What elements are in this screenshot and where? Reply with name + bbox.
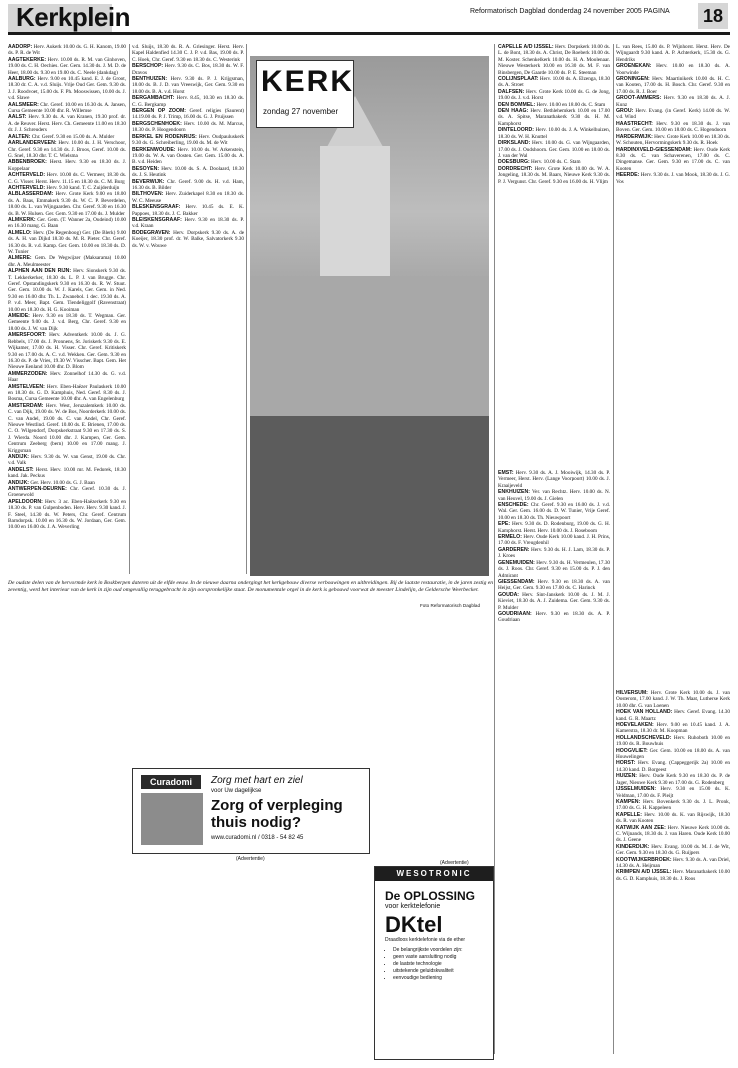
listing-entry [498,127,610,140]
listing-text: Herv. 9.00 en 10.45 kand. E. J. de Groot, 18.30 dr. C. A. v.d. Sluijs. Vrije Oud Ger. Gem. 9.30 ds. J. J. Roodvoet, 15.00 ds. F. Ph. Mooswissen, 10.00 ds. J. v.d. Slawe [8,76,126,102]
listing-text: Herv. 10.00 ds. J. H. Verschoor, Chr. Geref. 9.30 en 14.30 ds. J. Broos, Geref. 10.00 ds. G. Snel, 18.30 dhr. T. C. Wielsma [8,140,126,159]
listing-city: HILVERSUM: [616,690,648,696]
ad-headline: Zorg of verpleging thuis nodig? [211,797,343,831]
listing-text: Herv. Dorpskerk 9.30 ds. A. de Koeijer, 18.30 prof. dr. W. Balke, Salvatorkerk 9.30 ds. W. v. Wouwe [132,229,244,249]
listing-entry [616,121,730,134]
ad-label: (Advertentie) [440,860,469,866]
listing-entry [8,268,126,313]
listing-entry [498,592,610,611]
listing-text: Herv. Grote Kerk 10.00 ds. G. de Jong, 19.00 ds. J. v.d. Horst [498,88,610,102]
listing-entry [616,748,730,761]
listing-city: HEERDE: [616,172,640,179]
listing-entry [8,332,126,370]
ad-subline: voor Uw dagelijkse [211,788,262,794]
listing-column-3 [498,44,610,464]
listing-city: KAPELLE: [616,811,642,818]
listing-city: HARDERWIJK: [616,133,653,140]
dktel-logo: DKtel [385,912,443,937]
listing-text: Herv. 9.00 en 10.45 kand. J. A. Kamerstra, 18.30 dr. M. Koopman [616,722,730,735]
listing-entry [8,172,126,185]
listing-entry [8,467,126,480]
listing-text: Herv. (De Regenboog) Ger. (De Blerk) 9.00 ds. A. H. van Dijkd 18.30 ds. M. R. Pieter. Chr. Geref. 16.30 ds. R. v.d. Kamp. Ger. Gem. 10.00 en 18.30 ds. D. W. Tunier [8,229,126,255]
listing-city: KAMPEN: [616,798,641,805]
listing-text: Herv. Grote Kerk 9.00 en 18.00 ds. A. Baas, Emmakerk 9.30 ds. W. C. P. Beverdelen, 18.00 ds. L. van Wijngaarden. Chr. Geref. 9.30 en 16.30 ds. B. W. Hulsen. Ger. Gem. 9.30 en 17.00 ds. J. Mulder [8,191,126,217]
listing-text: Herv. Zonnelhof 14.30 ds. G. v.d. Haar [8,370,126,384]
ad-photo [141,793,203,845]
listing-city: DINTELOORD: [498,127,535,134]
listing-column-1 [8,44,126,574]
listing-city: GOUDRIAAN: [498,610,532,617]
page-header [8,0,730,44]
listing-city: DEN HAAG: [498,108,529,115]
listing-entry [8,255,126,268]
listing-city: AMSTELVEEN: [8,383,45,390]
listing-entry [8,191,126,217]
listing-city: BILTHOVEN: [132,191,164,198]
listing-city: GIESSENDAM: [498,578,535,585]
listing-text: Herv. Evang. (in Geref. Kerk) 14.00 ds. W. v.d. Wind [616,108,730,121]
listing-text: Herv. 10.00 ds. C. Stam [531,159,581,166]
feature-item: • eenvoudige bediening [393,975,493,982]
listing-text: Herv. Eben-Haëzer Paulaskerk 10.00 en 18.30 ds. G. D. Kamphuis, Ned. Geref. 8.30 ds. J. Bosma, Cursa Gemeente 10.00 dhr. A. van Engelenburg [8,383,126,403]
listing-text: Herv. 3 ac. Eben-Haëzerkerk 9.30 en 18.30 ds. P. van Gulpenboden. Herv. Herv. 9.30 kand. J. F. Steel, 14.30 ds. W. Peters, Chr. Geref. Centrum Barndorpsk. 10.00 en 16.30 ds. W. Jordaan, Ger. Gem. 10.00 en 16.00 ds. J. A. Weverling [8,498,126,531]
listing-entry [616,812,730,825]
listing-entry [8,140,126,159]
listing-city: GROOT-AMMERS: [616,95,662,102]
listing-entry [132,204,244,217]
listing-text: Herv. 9.30 en 18.30 ds. P. v.d. Kraan [132,216,244,230]
listing-entry [498,579,610,592]
listing-entry [498,489,610,502]
listing-city: HOOGVLIET: [616,747,648,754]
listing-city: AMSTERDAM: [8,402,44,409]
listing-city: ERMELO: [498,534,522,541]
listing-text: Herv. Sint-Janskerk 10.00 ds. J. M. J. Kieviet, 18.30 ds. A. J. Zuidema. Ger. Gem. 9.30 ds. P. Mulder [498,591,610,611]
listing-entry [498,547,610,560]
listing-entry [616,709,730,722]
listing-text: Herv. Sionskerk 9.30 ds. T. Lekkerkerker, 18.30 ds. L. P. J. van Brugge. Chr. Geref. Opstandingskerk 9.30 en 16.30 ds. R. W. Stuut. Ger. Gem. 10.00 ds. W. J. Karels, Ger. Gem. in Ned. 9.30 en 16.00 dhr. Th. L. Zwanebol. 1 dec. 19.30 ds. A. P. v.d. Meer, Bapt. Gem. Tiendeliggolf (Ravenstraat) 10.00 en 18.30 ds. H. G. Kooiman [8,268,126,313]
listing-text: Herv. Oudpauluskerk 9.30 ds. G. Schreiberling, 19.00 ds. M. de Wit [132,133,244,147]
listing-city: BERKEL EN RODENRIJS: [132,133,197,140]
listing-text: Herv. Bethlehemkerk 10.00 en 17.00 ds. A. Spitse, Maranathakerk 9.30 ds. H. M. Kamphorst [498,108,610,127]
listing-entry [8,230,126,256]
listing-text: Herv. 9.30 en 18.30 ds. T. Wegman. Ger. Gemeente 9.00 ds. J. v.d. Berg, Chr. Geref. 9.30 en 18.00 ds. J. W. van Dijk [8,313,126,332]
listing-city: KRIMPEN A/D IJSSEL: [616,869,672,876]
listing-city: KINDERDIJK: [616,843,650,850]
listing-city: GARDEREN: [498,546,530,553]
listing-entry [616,722,730,735]
listing-entry [8,313,126,332]
column-divider [129,44,130,574]
listing-entry [616,825,730,844]
listing-text: Herv. 10.00 ds. S. A. Doolaard, 18.30 ds. J. S. Heutink [132,165,244,179]
badge-title: KERK [261,65,355,98]
listing-city: GOUDA: [498,591,520,598]
listing-column-6 [616,690,730,1060]
dktel-features [385,947,493,982]
listing-entry [498,76,610,89]
listing-text: Chr. Geref. 9.00 ds. H. v.d. Ham, 16.30 ds. B. Bilder [132,178,244,191]
listing-city: BERGSCHENHOEK: [132,120,182,127]
listing-text: Herv. 9.30 kand. T. C. Zuijderduijn [46,184,120,191]
listing-text: Herv. 10.00 en 18.30 ds. A. Voorwinde [616,63,730,76]
ad-label: (Advertentie) [236,856,265,862]
listing-text: Herv. Oude Kerk 10.00 kand. J. H. Prins, 17.00 ds. F. Vreugdenhil [498,534,610,547]
listing-text: Herv. Maranathakerk 10.00 ds. G. D. Kamphuis, 18.30 ds. J. Roos [616,869,730,882]
listing-text: Herst. Herv. 10.00 mr. M. Fedorek, 18.30 kand. Jak. Peckus [8,466,126,480]
listing-text: Chr. Geref. 10.30 ds. J. Groenewold [8,486,126,499]
dktel-line4: Draadloos kerktelefonie via de ether [385,937,466,943]
listing-entry [498,140,610,159]
listing-city: ANDIJK: [8,454,30,460]
listing-entry [132,147,244,166]
listing-entry [616,773,730,786]
church-nave [250,276,489,416]
trees [250,416,489,576]
listing-entry [132,230,244,249]
listing-city: HAASTRECHT: [616,120,653,127]
feature-item: • De belangrijkste voordelen zijn: [393,947,493,954]
listing-entry [616,76,730,95]
listing-text: Herv. 9.30 en 15.00 ds. K. Veldman, 17.00 ds. F. Pleijt [616,786,730,799]
listing-text: Herv. 9.30 en 18.30 ds. A. van Heijst, Ger. Gem. 9.30 en 17.00 ds. C. Harinck [498,578,610,592]
listing-entry [616,735,730,748]
listing-city: DOESBURG: [498,159,530,166]
listing-city: DALFSEN: [498,88,525,95]
listing-city: ANTWERPEN-DEURNE: [8,486,67,493]
listing-city: APELDOORN: [8,498,43,505]
listing-city: GROU: [616,108,634,115]
listing-text: Herv. 10.00 ds. W. Arkenstein, 19.00 ds. W. A. van Oosten. Ger. Gem. 15.00 ds. A. B. v.d. Heiden [132,146,244,166]
listing-text: Herv. Adventkerk 10.00 ds. J. G. Rebbels, 17.00 ds. J. Pronnens, St. Joriskerk 9.30 ds. E. Wijkamer, 17.00 ds. H. Visser. Chr. Geref. Kritiskerk 9.30 en 17.00 ds. A. C. v.d. Wekken. Ger. Gem. 9.30 en 16.30 ds. P. de Vries, 19.30 W. Visscher. Bapt. Gem. Het Nieuwe Eenland 10.00 dhr. D. Blom [8,332,126,371]
listing-city: HOEVELAKEN: [616,722,654,729]
listing-text: Herv. 9.30 ds. A. van Driel, 14.30 ds. A. Heijman [616,856,730,869]
listing-city: AARLANDERVEEN: [8,140,57,147]
listing-city: EMST: [498,470,514,476]
listing-text: Herv. 9.30 ds. A. J. Mooiwijk, 14.30 ds. P. Vermeer, Herst. Herv. (Lange Voorpoort) 10.00 ds. J. Kraaijeveld [498,470,610,489]
listing-text: Herv. 9.30 ds. H. Vermeulen, 17.30 ds. J. Roos. Chr. Geref. 9.30 en 15.00 ds. P. J. den Admirant [498,559,610,579]
dktel-ad[interactable] [374,866,494,1060]
listing-entry [132,191,244,204]
listing-city: AALSMEER: [8,101,39,108]
listing-entry [616,799,730,812]
listing-text: Herv. Nieuwe Kerk 10.00 ds. C. Wijnands, 18.30 ds. J. van Haren. Oude Kerk 10.00 ds. J. Geene [616,824,730,844]
listing-text: Gem. De Wegwijzer (Maksarama) 10.00 dhr. A. Meulmeester [8,255,126,268]
listing-city: GRONINGEN: [616,76,650,83]
column-divider [246,44,247,574]
listing-city: BESOYEN: [132,165,160,172]
listing-city: COLIJNSPLAAT: [498,76,539,83]
listing-entry [498,560,610,579]
listing-text: Ger. Herv. 10.00 ds. G. J. Baan [30,479,95,486]
listing-city: ACHTERVELD: [8,184,46,191]
listing-text: Herv. 10.00 en 18.00 ds. C. Stam [536,101,606,108]
listing-column-2 [132,44,244,574]
feature-item: • uitstekende geluidskwaliteit [393,968,493,975]
listing-text: Herv. West, Jeruzalemkerk 10.00 ds. C. van Dijk, 19.00 ds. W. de Bos, Noorderkerk 10.00 ds. C. van Andel, 19.00 ds. C. van Andel, Chr. Geref. Nieuwe Westlind. Geref. 10.00 ds. E. Brienen, 17.00 ds. C. O. Wilgendorf, Dorpskerkstraat 9.30 en 17.30 ds. S. J. Wierda. Noord 10.00 dhr. J. Karnpen, Ger. Gem. Centrum Zeeberg (bern) 10.00 en 17.00 mang. J. Kriggsman [8,402,126,454]
listing-text: Herv. Evang. 10.00 ds. M. J. de Wit, Ger. Gem. 9.30 en 18.30 ds. G. Ruijpers [616,843,730,857]
listing-city: AMERSFOORT: [8,332,47,339]
listing-text: Herv. Aukerk 10.00 ds. G. H. Kanom, 19.00 ds. P. R. de Wit [8,44,126,57]
ad-contact: www.curadomi.nl / 0318 - 54 82 45 [211,835,304,841]
listing-city: HORST: [616,760,636,767]
listing-city: ALMERE: [8,255,32,262]
listing-text: Herv. 10.00 ds. G. van Wijngaarden, 17.00 ds. J. Oudshoorn. Ger. Gem. 10.00 en 18.00 ds. J. van der Wal [498,140,610,159]
listing-city: KATWIJK AAN ZEE: [616,824,666,831]
listing-entry [132,76,244,95]
listing-city: DORDRECHT: [498,165,533,172]
listing-entry [498,502,610,521]
listing-city: AALST: [8,114,27,121]
paper-name: Reformatorisch Dagblad [470,8,546,15]
listing-city: IJSSELMUIDEN: [616,786,657,793]
listing-city: DIRKSLAND: [498,140,531,147]
listing-city: DEN BOMMEL: [498,101,536,108]
listing-entry [498,108,610,127]
listing-text: Herv. 10.00 ds. A. Elzenga, 18.30 ds. A. Stroet [498,76,610,89]
listing-text: Herv. Grote Kerk 10.00 en 18.30 ds. W. Schouten, Hervormingskerk 9.30 ds. R. Hoek [616,133,730,147]
listing-entry [132,179,244,192]
listing-text: Herv. 8.45, 10.30 en 18.30 ds. C. G. Bergkamp [132,95,244,108]
listing-entry [132,63,244,76]
dktel-line1: De OPLOSSING [385,889,476,903]
listing-city: AMEIDE: [8,313,30,320]
listing-entry [132,217,244,230]
listing-entry [498,89,610,102]
listing-city: AAGTEKERKE: [8,56,47,63]
page-label: PAGINA [643,8,670,15]
listing-city: AALTEN: [8,133,31,140]
listing-text: Herv. 9.30 ds. C. Bos, 18.30 ds. W. F. Dravos [132,63,244,76]
listing-entry [616,786,730,799]
listing-entry [498,166,610,185]
listing-entry [498,611,610,624]
listing-text: Geref. religies (Saurent) 14.19.00 ds. P. J. Trimp, 16.00 ds. G. J. Pruijssen [132,108,244,121]
listing-entry [616,63,730,76]
listing-text: Herv. Ruhoboth 10.00 en 19.00 ds. R. Bouwhuis [616,734,730,748]
church-photo [250,56,489,576]
listing-entry [498,470,610,489]
ad-tagline: Zorg met hart en ziel [211,775,303,786]
listing-entry [616,690,730,709]
listing-text: Herv. 10.00 ds. C. Vermeer, 18.30 ds. C. G. Visser. Herst. Herv. 11.15 en 18.30 ds. C. M. Burg [8,172,126,185]
listing-city: ALBLASSERDAM: [8,191,54,198]
listing-city: BERSCHOP: [132,63,164,70]
listing-city: AMMERZODEN: [8,370,48,377]
feature-item: • geen vaste aansluiting nodig [393,954,493,961]
listing-entry [616,44,730,63]
listing-city: AADORP: [8,44,33,50]
listing-text: Herv. 10.00 ds. R. M. van Ginhoven, 19.00 ds. C. H. Oechies. Ger. Gem. 14.30 ds. J. M. D. de Heer, 18.00 ds. 9.30 en 19.00 ds. C. Neele (dankdag) [8,56,126,76]
section-title: Kerkplein [16,2,130,32]
listing-text: Herv. 9.30 en 18.30 ds. A. P. Goudriaan [498,610,610,624]
listing-text: Chr. Geref. 10.00 en 16.30 ds. A. Jansen, Cursa Gemeente 10.00 dhr. R. Willemse [8,101,126,115]
listing-city: ABBENBROEK: [8,159,47,166]
listing-entry [8,371,126,384]
listing-city: BODEGRAVEN: [132,229,171,236]
listing-text: Herv. 9.30 en 18.30 ds. J. van Boven. Ger. Gem. 10.00 en 18.00 ds. C. Hogendoorn [616,120,730,134]
listing-text: Herv. 9.30 ds. P. J. Krijgsman, 18.00 ds. B. J. D. van Vreeswijk, Ger. Gem. 9.30 en 18.00 ds. B. A. v.d. Horst [132,76,244,95]
listing-text: Herv. 9.30 ds. D. Rodenburg, 19.00 ds. G. H. Kamphorst. Herst. Herv. 10.00 ds. J. Roseboom [498,521,610,534]
listing-text: Herv. Dorpskerk 10.00 ds. L. de Bont, 18.30 ds. A. Christ, De Roeberk 10.00 ds. M. Koster. Schenkelkerk 10.00 ds. H. A. Moolenaar. Nieuwe Westerkerk 10.00 en 16.30 ds. M. F. van Binsbergen, De Gaarde 10.00 ds. P. E. Steeman [498,44,610,76]
listing-city: ANDELST: [8,466,34,473]
listing-text: Chr. Geref. 9.30 en 16.00 ds. J. v.d. Wal. Ger. Gem. 16.00 ds. D. W. Tunier, Vrije Geref. 10.00 en 18.30 ds. Th. Nieuwpoort [498,502,610,521]
listing-city: BERGEN OP ZOOM: [132,108,187,115]
listing-city: BLEISKENSGRAAF: [132,216,182,223]
listing-city: GENEMUIDEN: [498,559,535,566]
listing-entry [616,108,730,121]
listing-entry [8,76,126,102]
listing-text: Herv. 10.00 ds. M. Marcus, 18.30 ds. P. Hoogendoorn [132,120,244,134]
listing-text: Herv. Bovenkerk 9.30 ds. J. L. Pronk, 17.00 ds. G. H. Kappeleen [616,798,730,812]
date-text: donderdag 24 november 2005 [548,8,642,15]
listing-entry [616,95,730,108]
listing-text: Ger. Gem. 10.00 en 18.00 ds. A. van Houwelingen [616,747,730,761]
listing-text: Herv. Oude Kerk 8.30 ds. C. van Schaverenen, 17.00 ds. C. Dingemanse. Ger. Gem. 9.30 en 17.00 ds. C. van Kooten [616,146,730,172]
photo-credit: Foto Reformatorisch Dagblad [420,603,481,608]
listing-city: ACHTERVELD: [8,172,46,179]
listing-text: v.d. Sluijs, 18.30 ds. R. A. Griesinger. Herst. Herv. Kapel Haldenfied 14.30 C. J. P. v.d. Bas, 19.00 ds. P. C. Hoek, Chr. Geref. 9.30 en 18.30 ds. C. Westerink [132,44,244,63]
listing-entry [8,44,126,57]
listing-city: ANDIJK: [8,479,30,486]
listing-city: BEVERWIJK: [132,178,165,185]
listing-text: Herv. 9.30 en 18.30 ds. A. J. Kunz [616,95,730,108]
listing-text: Herv. Grote Kerk 10.00 ds. J. van Oosterom, 17.00 kand. J. W. Th. Maat, Lutherse Kerk 10.00 dhr. G. van Loenen [616,690,730,709]
listing-city: ALMELO: [8,229,32,236]
listing-text: Herv. 10.00 ds. J. A. Winkelhuizen, 18.30 ds. W. H. Knuttel [498,127,610,140]
listing-city: BENTHUIZEN: [132,76,168,83]
listing-text: Herv. 9.30 ds. W. van Genst, 19.00 ds. Chr. v.d. Valk [8,454,126,467]
listing-entry [8,102,126,115]
listing-city: ALPHEN AAN DEN RIJN: [8,268,72,275]
listing-text: Herv. Zuiderkapel 8.30 en 18.30 ds. W. C. Meeuse [132,191,244,204]
listing-entry [8,486,126,499]
listing-text: Herv. Maartinikerk 10.00 ds. H. C. van Kooten, 17.00 ds. H. Bosch. Chr. Geref. 9.30 en 17.00 ds. R. J. Boer [616,76,730,95]
listing-entry [8,114,126,133]
curadomi-logo: Curadomi [141,775,201,789]
listing-city: ALMKERK: [8,216,36,223]
listing-text: Herv. 10.00 ds. K. van Rijswijk, 18.30 ds. R. van Kooten [616,811,730,825]
listing-city: CAPELLE A/D IJSSEL: [498,44,554,50]
listing-city: ENSCHEDE: [498,502,529,509]
listing-entry [8,57,126,76]
listing-entry [132,108,244,121]
listing-entry [132,134,244,147]
listing-city: HARDINXVELD-GIESSENDAM: [616,146,692,153]
listing-city: ENKHUIZEN: [498,489,530,496]
listing-city: HOEK VAN HOLLAND: [616,709,673,716]
feature-item: • de laatste technologie [393,961,493,968]
listing-city: KOOTWIJKERBROEK: [616,856,672,863]
listing-column-4 [498,470,610,940]
listing-city: EPE: [498,521,511,528]
listing-city: BERGAMBACHT: [132,95,175,102]
listing-text: Ger. Gem. (T. Wanner 2a, Oudeind) 10.00 en 16.30 mang. G. Baan [8,216,126,230]
listing-text: Herv. Oude Kerk 9.30 en 18.30 ds. P. de Jager, Nieuwe Kerk 9.30 en 17.00 ds. G. Rodenberg [616,773,730,786]
badge-date: zondag 27 november [263,107,339,116]
listing-column-5 [616,44,730,684]
listing-text: L. van Rees, 15.00 ds. P. Wijnhorst. Herst. Herv. De Wijngaardt 9.30 kand. A. P. Achterkerk, 15.30 ds. G. Hendriks [616,44,730,63]
listing-entry [132,121,244,134]
listing-text: Ver. van Rechtz. Herv. 10.00 ds. N. van Heuvel, 19.00 ds. J. Gielen [498,489,610,502]
listing-city: BERKENWOUDE: [132,146,176,153]
listing-entry [8,454,126,467]
listing-entry [616,857,730,870]
listing-text: Herv. Evang. (Cappeggerijk 2a) 10.00 en 14.30 kand. D. Borgeest [616,760,730,773]
listing-entry [616,147,730,173]
listing-text: Chr. Geref. 9.30 en 15.00 ds. A. Mulder [31,133,115,140]
listing-entry [616,172,730,185]
listing-text: Herv. 10.45 ds. E. K. Pappoes, 18.30 ds. J. C. Bakker [132,204,244,217]
listing-text: Herv. 9.30 ds. J. van Mook, 18.30 ds. J. G. Vos [616,172,730,185]
listing-entry [132,44,244,63]
photo-caption: De oudste delen van de hervormde kerk in Boskberpen dateren uit de elfde eeuw. In de nieuwe daarna ondergingt het kerkgebouw diverse verbouwingen en uitbreidingen. Bij de laatste restauratie, in de jaren zestig en zeventig, werd het interieur van de kerk in zijn oud omgevallig teruggebracht in zijn oorspronkelijke staat. De monumentale orgel in de kerk is gebouwd voorwat de meester Lindelijn, de Geldersche Weerbecker. [8,580,494,593]
listing-entry [8,384,126,403]
listing-entry [498,44,610,76]
listing-entry [132,166,244,179]
listing-column-7 [8,612,126,1060]
listing-city: GROENEKAN: [616,63,652,70]
listing-city: AALBURG: [8,76,36,83]
curadomi-ad[interactable] [132,768,370,854]
listing-entry [8,403,126,454]
listing-text: Herst. Herv. 9.30 en 18.30 ds. J. Koppelaar [8,159,126,172]
listing-entry [8,217,126,230]
listing-entry [132,95,244,108]
dktel-line2: voor kerktelefonie [385,903,441,910]
listing-city: HOLLANDSCHEVELD: [616,734,672,741]
listing-city: HUIZEN: [616,773,638,780]
listing-entry [616,760,730,773]
column-divider [494,44,495,1054]
listing-entry [616,134,730,147]
listing-text: Herv. Grote Kerk 10.00 ds. W. A. Jongeling, 18.30 ds. M. Baars, Nieuwe Kerk 9.30 ds. P. J. Vergunst. Chr. Geref. 9.30 en 16.00 ds. H. Vlijm [498,165,610,185]
column-divider [613,44,614,1054]
listing-city: BLESKENSGRAAF: [132,204,181,211]
listing-entry [498,534,610,547]
listing-entry [498,521,610,534]
listing-text: Herv. 9.30 ds. A. van Kranen, 19.30 prof. dr. A. de Reuver. Herst. Herv. Ch. Gemeente 11.00 en 18.30 dr. J. J. Schreuders [8,114,126,134]
listing-entry [8,159,126,172]
listing-text: Herv. 9.30 ds. H. J. Lam, 18.30 ds. P. J. Kroes [498,546,610,560]
header-rule [8,32,730,35]
page-number: 18 [698,3,728,29]
dktel-brand: WESOTRONIC [375,867,493,881]
date-line [548,8,670,15]
listing-text: Herv. Geref. Evang. 14.30 kand. G. R. Maartz [616,709,730,722]
listing-entry [616,844,730,857]
photo-badge [256,60,354,128]
listing-entry [8,499,126,531]
listing-entry [616,869,730,882]
